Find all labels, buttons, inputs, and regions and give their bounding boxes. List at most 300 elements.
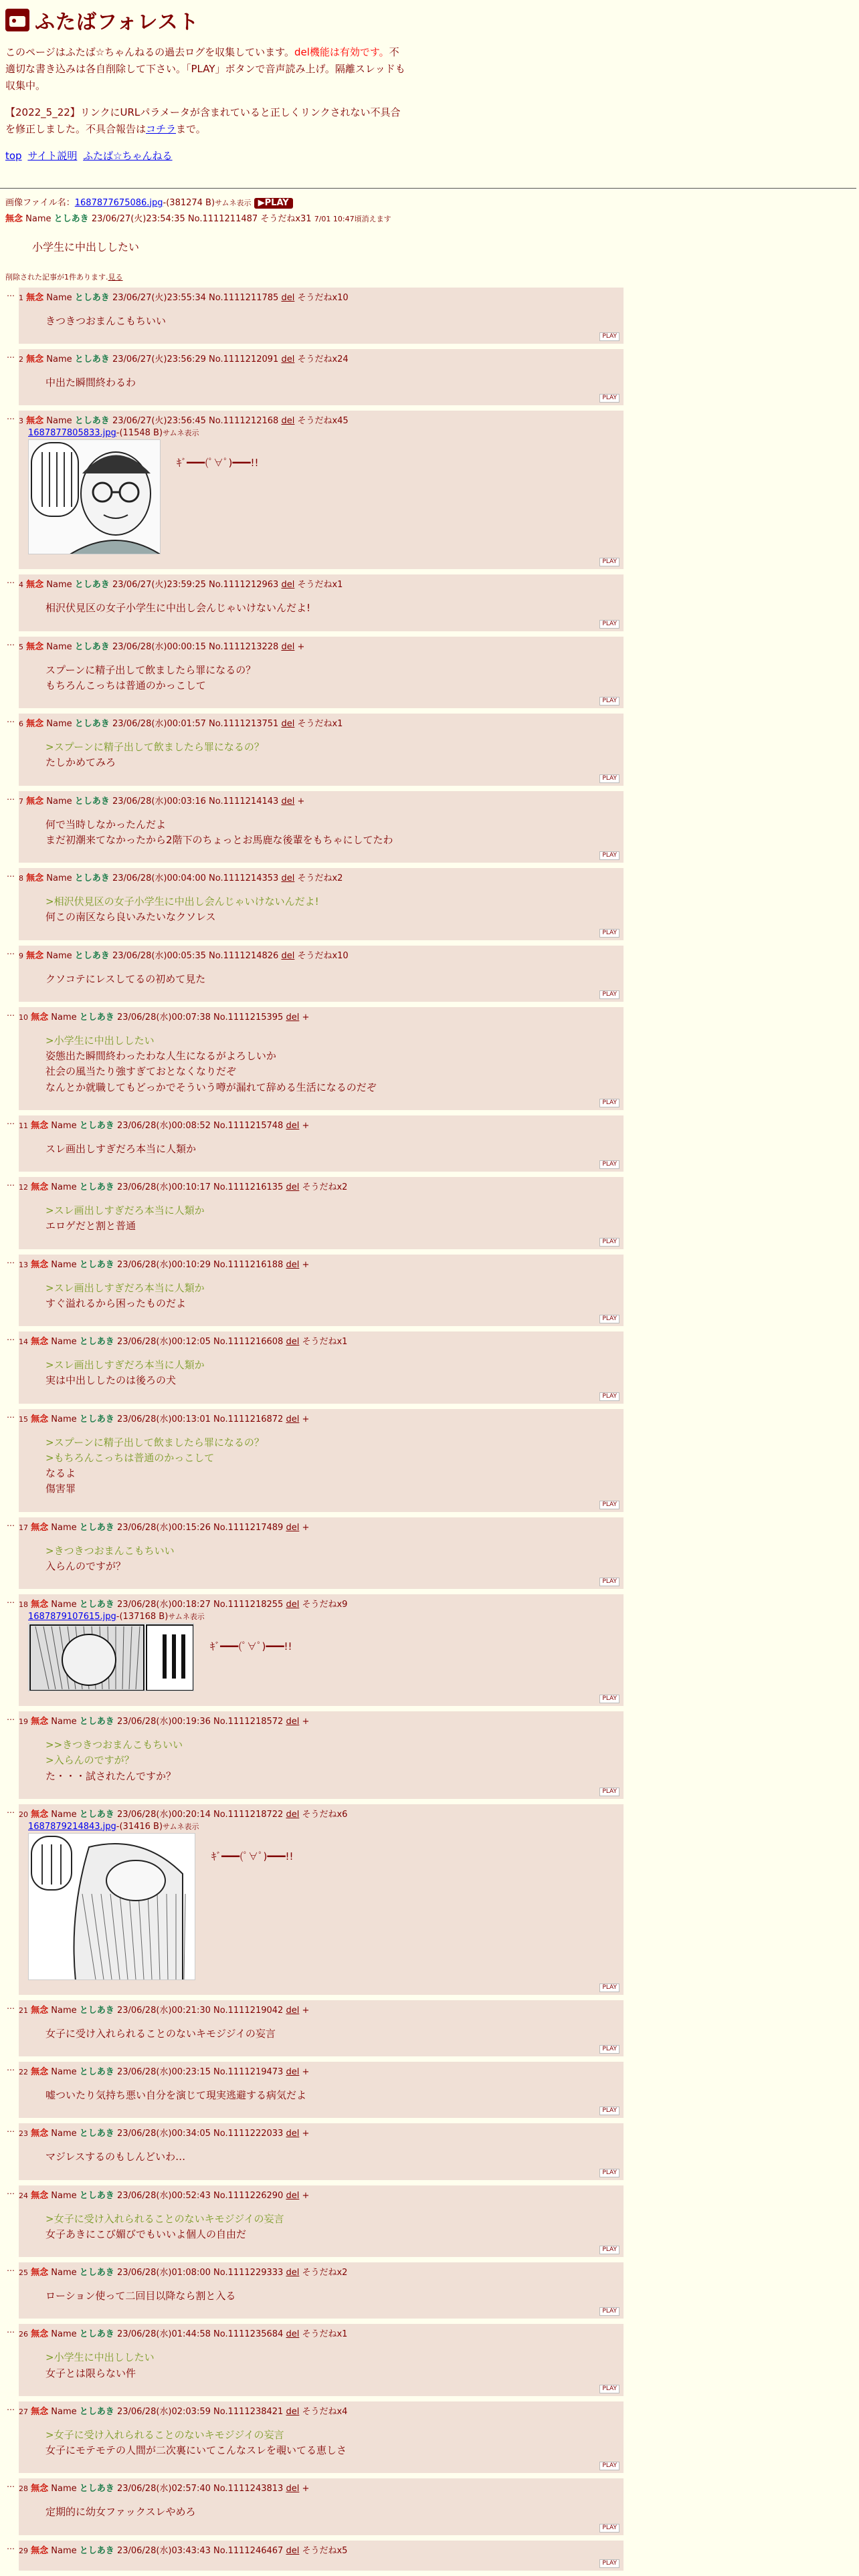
reply-date: 23/06/28(水)00:13:01	[116, 1414, 211, 1424]
reply-post	[5, 1255, 852, 1327]
reply-number: No.1111216188	[213, 1259, 284, 1270]
del-link[interactable]: del	[286, 1522, 300, 1533]
reply-index: 18	[19, 1600, 28, 1609]
reply-post	[5, 868, 852, 940]
reply-name: としあき	[79, 2190, 114, 2201]
reply-post	[5, 349, 852, 405]
reply-date: 23/06/28(水)00:10:17	[116, 1182, 211, 1192]
reply-body	[45, 2428, 619, 2459]
reply-box	[7, 1517, 624, 1590]
del-link[interactable]: del	[286, 2268, 300, 2278]
play-button[interactable]: PLAY	[599, 1983, 619, 1992]
del-link[interactable]: del	[286, 2190, 300, 2201]
reply-name-label: Name	[51, 1120, 77, 1131]
reply-name-label: Name	[51, 1414, 77, 1424]
sodane-button[interactable]: そうだねx2	[297, 873, 343, 883]
reply-body	[45, 1281, 619, 1312]
reply-thumbnail-image[interactable]	[28, 1833, 195, 1980]
reply-body	[45, 2088, 619, 2103]
intro-text-1: このページはふたば☆ちゃんねるの過去ログを収集しています。	[5, 46, 294, 58]
quote-line: >入らんのですが？	[45, 1754, 134, 1767]
play-button[interactable]: PLAY	[599, 990, 619, 999]
reply-body	[45, 1543, 619, 1575]
reply-body	[45, 740, 619, 771]
del-link[interactable]: del	[281, 354, 295, 364]
reply-number: No.1111215395	[213, 1012, 284, 1023]
reply-date: 23/06/28(水)01:44:58	[116, 2329, 211, 2340]
reply-number: No.1111212963	[209, 580, 279, 591]
op-thumb-toggle[interactable]: サムネ表示	[215, 198, 252, 207]
reply-subject: 無念	[31, 1717, 49, 1727]
reply-index: 19	[19, 1717, 28, 1726]
reply-box	[7, 1804, 624, 1995]
reply-name-label: Name	[51, 2329, 77, 2340]
reply-date: 23/06/28(水)00:21:30	[116, 2005, 211, 2016]
sodane-button[interactable]: +	[302, 2190, 310, 2201]
reply-number: No.1111238421	[213, 2406, 284, 2417]
reply-post	[5, 1517, 852, 1590]
sodane-button[interactable]: +	[302, 2067, 310, 2077]
reply-date: 23/06/28(水)00:52:43	[116, 2190, 211, 2201]
del-link[interactable]: del	[281, 292, 295, 303]
play-button[interactable]: PLAY	[599, 774, 619, 783]
play-button[interactable]: PLAY	[599, 2307, 619, 2316]
reply-header	[19, 2126, 619, 2139]
reply-date: 23/06/28(水)00:15:26	[116, 1522, 211, 1533]
reply-file-line	[28, 427, 619, 438]
reply-number: No.1111219473	[213, 2067, 284, 2077]
sodane-button[interactable]: +	[302, 1717, 310, 1727]
op-play-button[interactable]: ▶PLAY	[254, 198, 293, 209]
reply-image-caption: ｷﾞ━━━(ﾟ∀ﾟ)━━━!!	[211, 1850, 294, 1862]
sodane-button[interactable]: そうだねx4	[302, 2406, 348, 2417]
sodane-button[interactable]: +	[302, 1012, 310, 1023]
reply-header	[19, 639, 619, 652]
del-link[interactable]: del	[286, 1012, 300, 1023]
reply-index: 5	[19, 642, 23, 651]
text-line: まだ初潮来てなかったから2階下のちょっとお馬鹿な後輩をもちゃにしてたわ	[45, 833, 393, 846]
reply-header	[19, 1520, 619, 1533]
play-button[interactable]: PLAY	[599, 1788, 619, 1796]
op-file-size: -(381274 B)	[163, 197, 215, 208]
manga-illustration	[29, 1834, 195, 1980]
reply-box	[7, 1409, 624, 1512]
reply-subject: 無念	[31, 1522, 49, 1533]
text-line: 嘘ついたり気持ち悪い自分を演じて現実逃避する病気だよ	[45, 2089, 307, 2101]
reply-name-label: Name	[46, 292, 72, 303]
reply-marker: …	[7, 637, 15, 647]
quote-line: >スプーンに精子出して飲ましたら罪になるの？	[45, 741, 264, 753]
reply-box	[7, 791, 624, 863]
reply-marker: …	[7, 869, 15, 879]
del-link[interactable]: del	[281, 416, 295, 427]
reply-number: No.1111243813	[213, 2484, 284, 2494]
reply-thumb-toggle[interactable]: サムネ表示	[163, 1822, 199, 1831]
del-link[interactable]: del	[286, 1259, 300, 1270]
sodane-button[interactable]: +	[302, 2484, 310, 2494]
reply-post	[5, 637, 852, 709]
reply-number: No.1111213228	[209, 641, 279, 652]
reply-file-link[interactable]: 1687879107615.jpg	[28, 1612, 116, 1622]
reply-thumb-toggle[interactable]: サムネ表示	[168, 1612, 205, 1621]
del-link[interactable]: del	[281, 641, 295, 652]
reply-name: としあき	[79, 1717, 114, 1727]
report-link[interactable]: コチラ	[146, 123, 177, 135]
reply-post	[5, 2478, 852, 2535]
del-link[interactable]: del	[281, 719, 295, 729]
play-button[interactable]: PLAY	[599, 2524, 619, 2533]
text-line: スプーンに精子出して飲ましたら罪になるの？	[45, 663, 256, 676]
reply-number: No.1111226290	[213, 2190, 284, 2201]
op-file-link[interactable]: 1687877675086.jpg	[74, 197, 163, 208]
op-header	[5, 211, 852, 224]
del-link[interactable]: del	[281, 873, 295, 883]
show-deleted-link[interactable]: 見る	[108, 272, 123, 282]
reply-number: No.1111214826	[209, 950, 279, 961]
del-link[interactable]: del	[286, 1337, 300, 1347]
reply-marker: …	[7, 2402, 15, 2412]
reply-box	[7, 2185, 624, 2258]
reply-name-label: Name	[51, 2484, 77, 2494]
reply-index: 28	[19, 2484, 28, 2494]
del-link[interactable]: del	[286, 2545, 300, 2556]
reply-header	[19, 1807, 619, 1820]
play-button[interactable]: PLAY	[599, 1238, 619, 1247]
op-name-label: Name	[25, 213, 52, 224]
reply-header	[19, 413, 619, 426]
sodane-button[interactable]: そうだねx45	[297, 416, 349, 427]
reply-subject: 無念	[31, 2406, 49, 2417]
reply-post	[5, 2324, 852, 2396]
sodane-button[interactable]: そうだねx2	[302, 1182, 348, 1192]
text-line: マジレスするのもしんどいわ…	[45, 2151, 186, 2163]
sodane-button[interactable]: そうだねx1	[297, 719, 343, 729]
reply-index: 22	[19, 2068, 28, 2076]
play-button[interactable]: PLAY	[599, 1501, 619, 1509]
reply-marker: …	[7, 946, 15, 956]
sodane-button[interactable]: +	[297, 796, 305, 807]
forest-logo-icon[interactable]	[5, 9, 29, 31]
reply-post	[5, 2062, 852, 2118]
reply-name: としあき	[79, 2129, 114, 2139]
play-button[interactable]: PLAY	[599, 1695, 619, 1703]
reply-post	[5, 2401, 852, 2474]
sodane-button[interactable]: そうだねx24	[297, 354, 349, 364]
quote-line: >小学生に中出ししたい	[45, 1034, 155, 1047]
text-line: なんとか就職してもどっかでそういう噂が漏れて辞める生活になるのだぞ	[45, 1081, 377, 1093]
quote-line: >スレ画出しすぎだろ本当に人類か	[45, 1281, 205, 1294]
reply-subject: 無念	[31, 2484, 49, 2494]
site-guide-link[interactable]: サイト説明	[27, 149, 78, 162]
reply-list	[5, 288, 852, 2571]
text-line: 傷害罪	[45, 1483, 76, 1495]
reply-header	[19, 794, 619, 807]
text-line: たしかめてみろ	[45, 756, 116, 769]
reply-date: 23/06/28(水)00:01:57	[112, 719, 206, 729]
del-link[interactable]: del	[286, 1182, 300, 1192]
reply-image-row	[28, 1833, 619, 1980]
play-button[interactable]: PLAY	[599, 2045, 619, 2054]
play-button[interactable]: PLAY	[599, 851, 619, 860]
del-link[interactable]: del	[286, 1600, 300, 1610]
reply-date: 23/06/28(水)00:18:27	[116, 1600, 211, 1610]
reply-name-label: Name	[46, 354, 72, 364]
reply-date: 23/06/28(水)00:08:52	[116, 1120, 211, 1131]
reply-date: 23/06/28(水)00:10:29	[116, 1259, 211, 1270]
sodane-button[interactable]: そうだねx1	[302, 1337, 348, 1347]
sodane-button[interactable]: +	[302, 1522, 310, 1533]
play-button[interactable]: PLAY	[599, 332, 619, 341]
reply-header	[19, 1412, 619, 1424]
play-button[interactable]: PLAY	[599, 394, 619, 403]
reply-index: 25	[19, 2268, 28, 2277]
op-date: 23/06/27(火)23:54:35	[91, 213, 185, 224]
reply-subject: 無念	[31, 1012, 49, 1023]
reply-post	[5, 2000, 852, 2056]
reply-name-label: Name	[46, 873, 72, 883]
del-link[interactable]: del	[281, 950, 295, 961]
reply-date: 23/06/28(水)00:23:15	[116, 2067, 211, 2077]
reply-box	[7, 1177, 624, 1249]
reply-subject: 無念	[31, 2005, 49, 2016]
reply-file-size: -(31416 B)	[116, 1821, 163, 1832]
play-button[interactable]: PLAY	[599, 2107, 619, 2115]
reply-header	[19, 2481, 619, 2494]
reply-post	[5, 2123, 852, 2179]
reply-body	[45, 314, 619, 329]
reply-marker: …	[7, 1596, 15, 1605]
quote-line: >スプーンに精子出して飲ましたら罪になるの？	[45, 1436, 264, 1448]
reply-name: としあき	[79, 2406, 114, 2417]
reply-body	[45, 2026, 619, 2042]
reply-file-link[interactable]: 1687879214843.jpg	[28, 1821, 116, 1832]
del-link[interactable]: del	[286, 2067, 300, 2077]
sodane-button[interactable]: そうだねx10	[297, 950, 349, 961]
play-button[interactable]: PLAY	[599, 2246, 619, 2254]
quote-line: >女子に受け入れられることのないキモジジイの妄言	[45, 2428, 284, 2441]
reply-header	[19, 352, 619, 364]
reply-date: 23/06/27(火)23:55:34	[112, 292, 206, 303]
del-link[interactable]: del	[286, 2406, 300, 2417]
reply-subject: 無念	[26, 873, 44, 883]
play-button[interactable]: PLAY	[599, 2385, 619, 2393]
reply-date: 23/06/28(水)00:12:05	[116, 1337, 211, 1347]
play-button[interactable]: PLAY	[599, 1578, 619, 1586]
reply-marker: …	[7, 1518, 15, 1528]
text-line: 中出た瞬間終わるわ	[45, 377, 136, 389]
reply-name: としあき	[74, 580, 110, 591]
reply-box	[7, 2478, 624, 2535]
top-link[interactable]: top	[5, 149, 22, 162]
op-file-label: 画像ファイル名：	[5, 197, 75, 208]
text-line: 女子あきにこび媚びでもいいよ個人の自由だ	[45, 2228, 247, 2240]
reply-box	[7, 2324, 624, 2396]
reply-name-label: Name	[46, 641, 72, 652]
reply-name: としあき	[79, 1120, 114, 1131]
del-link[interactable]: del	[286, 2005, 300, 2016]
reply-name-label: Name	[51, 1012, 77, 1023]
reply-subject: 無念	[31, 2329, 49, 2340]
play-button[interactable]: PLAY	[599, 2559, 619, 2568]
reply-box	[7, 1594, 624, 1706]
reply-number: No.1111215748	[213, 1120, 284, 1131]
play-button[interactable]: PLAY	[599, 1315, 619, 1323]
text-line: きつきつおまんこもちいい	[45, 314, 167, 327]
quote-line: >女子に受け入れられることのないキモジジイの妄言	[45, 2212, 284, 2225]
reply-index: 10	[19, 1012, 28, 1022]
reply-index: 9	[19, 951, 23, 960]
reply-post	[5, 2185, 852, 2258]
reply-body	[45, 1435, 619, 1497]
del-link[interactable]: del	[286, 2484, 300, 2494]
reply-post	[5, 1331, 852, 1404]
reply-number: No.1111214353	[209, 873, 279, 883]
sodane-button[interactable]: そうだねx5	[302, 2545, 348, 2556]
reply-index: 1	[19, 293, 23, 302]
reply-marker: …	[7, 350, 15, 360]
reply-name-label: Name	[51, 1600, 77, 1610]
reply-header	[19, 290, 619, 303]
reply-thumbnail-image[interactable]	[28, 1623, 194, 1691]
text-line: 定期的に幼女ファックスレやめろ	[45, 2506, 196, 2518]
reply-marker: …	[7, 1410, 15, 1420]
op-sodane[interactable]: そうだねx31	[260, 213, 312, 224]
reply-header	[19, 577, 619, 590]
reply-body	[45, 2149, 619, 2165]
site-intro	[5, 44, 407, 94]
sodane-button[interactable]: そうだねx1	[297, 580, 343, 591]
reply-marker: …	[7, 1713, 15, 1722]
reply-file-link[interactable]: 1687877805833.jpg	[28, 428, 116, 439]
notice-text-2: まで。	[176, 123, 206, 135]
sodane-button[interactable]: そうだねx6	[302, 1809, 348, 1820]
reply-post	[5, 288, 852, 344]
sodane-button[interactable]: そうだねx10	[297, 292, 349, 303]
del-link[interactable]: del	[286, 1120, 300, 1131]
reply-box	[7, 1331, 624, 1404]
reply-body	[45, 817, 619, 849]
reply-subject: 無念	[31, 1600, 49, 1610]
reply-file-line	[28, 1821, 619, 1832]
site-header	[5, 5, 852, 35]
play-button[interactable]: PLAY	[599, 929, 619, 938]
del-link[interactable]: del	[286, 2329, 300, 2340]
reply-name-label: Name	[46, 950, 72, 961]
op-number: No.1111211487	[187, 213, 258, 224]
reply-name-label: Name	[46, 719, 72, 729]
sodane-button[interactable]: そうだねx1	[302, 2329, 348, 2340]
reply-index: 23	[19, 2129, 28, 2139]
sodane-button[interactable]: +	[302, 1259, 310, 1270]
reply-file-size: -(137168 B)	[116, 1612, 169, 1622]
reply-name: としあき	[74, 354, 110, 364]
play-button[interactable]: PLAY	[599, 2169, 619, 2177]
reply-marker: …	[7, 715, 15, 724]
reply-name: としあき	[79, 2005, 114, 2016]
del-link[interactable]: del	[286, 1717, 300, 1727]
text-line: 姿態出た瞬間終わったわな人生になるがよろしいか	[45, 1050, 276, 1062]
reply-number: No.1111229333	[213, 2268, 284, 2278]
sodane-button[interactable]: そうだねx9	[302, 1600, 348, 1610]
reply-box	[7, 411, 624, 569]
reply-date: 23/06/28(水)00:34:05	[116, 2129, 211, 2139]
text-line: すぐ溢れるから困ったものだよ	[45, 1297, 187, 1309]
reply-thumbnail-image[interactable]	[28, 439, 161, 554]
futaba-link[interactable]: ふたば☆ちゃんねる	[83, 149, 173, 162]
reply-header	[19, 2064, 619, 2077]
reply-subject: 無念	[26, 796, 44, 807]
reply-box	[7, 2401, 624, 2474]
reply-subject: 無念	[31, 2545, 49, 2556]
play-button[interactable]: PLAY	[599, 1392, 619, 1401]
del-link[interactable]: del	[286, 1809, 300, 1820]
play-button[interactable]: PLAY	[599, 1099, 619, 1107]
sodane-button[interactable]: +	[302, 2005, 310, 2016]
reply-marker: …	[7, 1255, 15, 1265]
reply-subject: 無念	[26, 292, 44, 303]
text-line: 何で当時しなかったんだよ	[45, 818, 167, 831]
play-button[interactable]: PLAY	[599, 1160, 619, 1169]
reply-date: 23/06/27(火)23:56:45	[112, 416, 206, 427]
play-button[interactable]: PLAY	[599, 558, 619, 566]
reply-subject: 無念	[31, 2129, 49, 2139]
reply-subject: 無念	[26, 950, 44, 961]
reply-post	[5, 1007, 852, 1110]
reply-header	[19, 2265, 619, 2278]
del-link[interactable]: del	[286, 1414, 300, 1424]
reply-body	[45, 972, 619, 987]
del-link[interactable]: del	[281, 580, 295, 591]
reply-body	[45, 1737, 619, 1784]
reply-name: としあき	[74, 873, 110, 883]
reply-number: No.1111246467	[213, 2545, 284, 2556]
sodane-button[interactable]: +	[302, 1414, 310, 1424]
play-button[interactable]: PLAY	[599, 697, 619, 706]
reply-image-caption: ｷﾞ━━━(ﾟ∀ﾟ)━━━!!	[210, 1640, 292, 1652]
reply-subject: 無念	[26, 719, 44, 729]
del-link[interactable]: del	[286, 2129, 300, 2139]
reply-marker: …	[7, 2541, 15, 2551]
text-line: 社会の風当たり強すぎておとなくなりだぞ	[45, 1065, 237, 1078]
sodane-button[interactable]: +	[302, 2129, 310, 2139]
reply-number: No.1111211785	[209, 292, 279, 303]
reply-header	[19, 2003, 619, 2016]
quote-line: >小学生に中出ししたい	[45, 2351, 155, 2364]
reply-marker: …	[7, 1116, 15, 1126]
reply-name: としあき	[79, 1182, 114, 1192]
reply-subject: 無念	[26, 580, 44, 591]
sodane-button[interactable]: そうだねx2	[302, 2268, 348, 2278]
reply-header	[19, 1597, 619, 1610]
reply-header	[19, 2404, 619, 2417]
del-link[interactable]: del	[281, 796, 295, 807]
reply-box	[7, 1255, 624, 1327]
play-button[interactable]: PLAY	[599, 2462, 619, 2470]
reply-box	[7, 2123, 624, 2179]
reply-name: としあき	[79, 2545, 114, 2556]
reply-name: としあき	[74, 292, 110, 303]
play-button[interactable]: PLAY	[599, 620, 619, 629]
reply-date: 23/06/28(水)02:03:59	[116, 2406, 211, 2417]
reply-subject: 無念	[26, 416, 44, 427]
reply-index: 11	[19, 1121, 28, 1130]
reply-thumb-toggle[interactable]: サムネ表示	[163, 429, 199, 438]
sodane-button[interactable]: +	[297, 641, 305, 652]
reply-subject: 無念	[31, 1414, 49, 1424]
reply-body	[45, 2212, 619, 2243]
reply-number: No.1111216872	[213, 1414, 284, 1424]
sodane-button[interactable]: +	[302, 1120, 310, 1131]
